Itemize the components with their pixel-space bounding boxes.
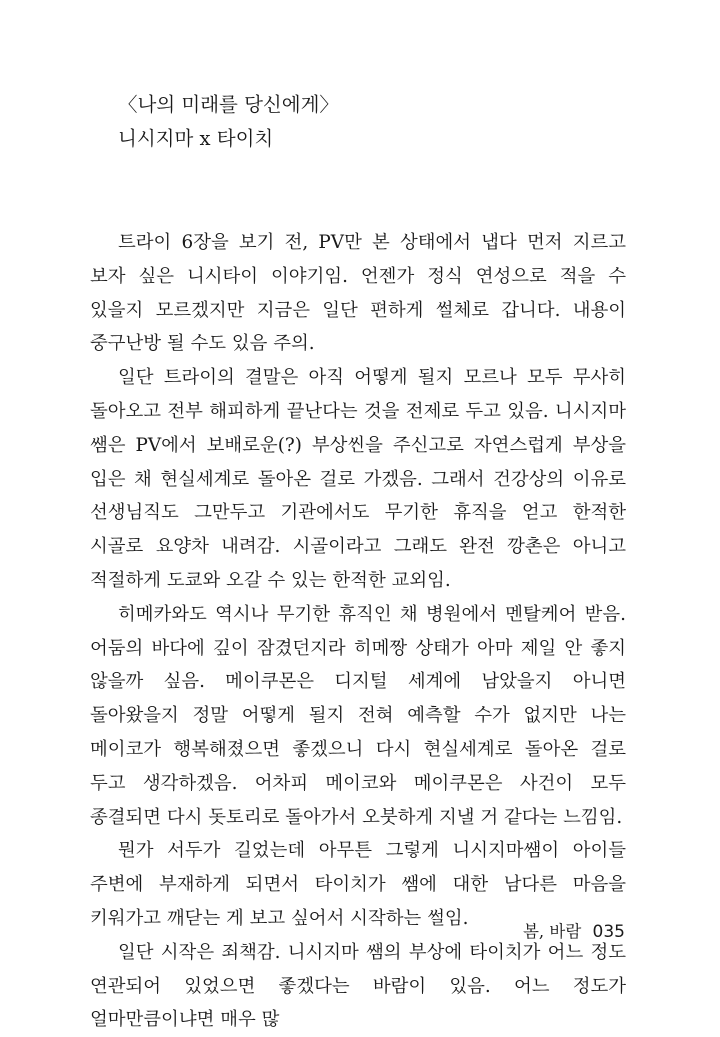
story-body	[90, 226, 626, 1037]
paragraph: 뭔가 서두가 길었는데 아무튼 그렇게 니시지마쌤이 아이들 주변에 부재하게 되면서 타이치가 쌤에 대한 남다른 마음을 키워가고 깨닫는 게 보고 싶어서 시작하는 썰임.	[90, 840, 626, 929]
story-pairing: 니시지마 x 타이치	[118, 127, 274, 150]
story-header	[118, 88, 339, 156]
paragraph: 트라이 6장을 보기 전, PV만 본 상태에서 냅다 먼저 지르고 보자 싶은 니시타이 이야기임. 언젠가 정식 연성으로 적을 수 있을지 모르겠지만 지금은 일단 편하게 썰체로 갑니다. 내용이 중구난방 될 수도 있음 주의.	[90, 232, 626, 355]
page-footer	[523, 918, 625, 942]
paragraph: 일단 시작은 죄책감. 니시지마 쌤의 부상에 타이치가 어느 정도 연관되어 있었으면 좋겠다는 바람이 있음. 어느 정도가 얼마만큼이냐면 매우 많	[90, 941, 626, 1031]
paragraph: 일단 트라이의 결말은 아직 어떻게 될지 모르나 모두 무사히 돌아오고 전부 해피하게 끝난다는 것을 전제로 두고 있음. 니시지마 쌤은 PV에서 보배로운(?) 부상씬을 주신고로 자연스럽게 부상을 입은 채 현실세계로 돌아온 걸로 가겠음. 그래서 건강상의 이유로 선생님직도 그만두고 기관에서도 무기한 휴직을 얻고 한적한 시골로 요양차 내려감. 시골이라고 그래도 완전 깡촌은 아니고 적절하게 도쿄와 오갈 수 있는 한적한 교외임.	[90, 367, 626, 591]
story-title: 〈나의 미래를 당신에게〉	[118, 93, 339, 116]
running-title: 봄, 바람	[522, 922, 582, 941]
page-number: 035	[592, 922, 625, 942]
paragraph: 히메카와도 역시나 무기한 휴직인 채 병원에서 멘탈케어 받음. 어둠의 바다에 깊이 잠겼던지라 히메짱 상태가 아마 제일 안 좋지 않을까 싶음. 메이쿠몬은 디지털 세계에 남았을지 아니면 돌아왔을지 정말 어떻게 될지 전혀 예측할 수가 없지만 나는 메이코가 행복해졌으면 좋겠으니 다시 현실세계로 돌아온 걸로 두고 생각하겠음. 어차피 메이코와 메이쿠몬은 사건이 모두 종결되면 다시 돗토리로 돌아가서 오붓하게 지낼 거 같다는 느낌임.	[90, 603, 626, 828]
